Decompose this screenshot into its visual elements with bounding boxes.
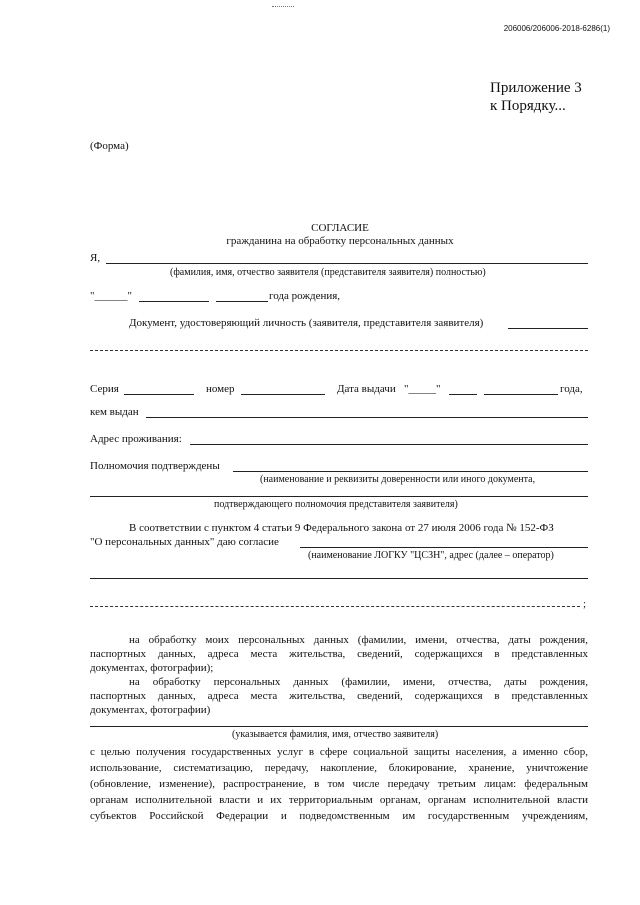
authority-hint-1: (наименование и реквизиты доверенности или иного документа, (260, 474, 536, 485)
identity-document-field[interactable] (508, 328, 588, 329)
form-label: (Форма) (90, 140, 129, 152)
issued-by-field[interactable] (146, 417, 588, 418)
applicant-name-field[interactable] (106, 263, 588, 264)
document-subtitle: гражданина на обработку персональных данных (226, 235, 454, 247)
ya-label: Я, (90, 252, 101, 264)
authority-hint-2: подтверждающего полномочия представителя заявителя) (214, 499, 458, 510)
law-reference-line-1: В соответствии с пунктом 4 статьи 9 Федерального закона от 27 июля 2006 года № 152-ФЗ (129, 522, 554, 534)
consent-own-line-1: на обработку моих персональных данных (фамилии, имени, отчества, даты рождения, (129, 634, 588, 646)
authority-label: Полномочия подтверждены (90, 460, 220, 472)
purpose-line-1: с целью получения государственных услуг в сфере социальной защиты населения, а именно сбор, (90, 746, 588, 758)
issue-day-field[interactable]: "_____" (404, 383, 441, 395)
consent-own-line-2: паспортных данных, адреса места жительства, сведений, содержащихся в представленных (90, 648, 588, 660)
series-label: Серия (90, 383, 119, 395)
law-reference-line-2: "О персональных данных" даю согласие (90, 536, 279, 548)
authority-field[interactable] (233, 471, 588, 472)
operator-field[interactable] (300, 547, 588, 548)
birth-year-field[interactable] (216, 301, 268, 302)
series-field[interactable] (124, 394, 194, 395)
issue-month-field[interactable] (449, 394, 477, 395)
purpose-line-3: (обновление, изменение), распространение, в том числе передачу третьим лицам: федеральным (90, 778, 588, 790)
birth-year-label: года рождения, (269, 290, 341, 302)
birth-day-field[interactable]: "______" (90, 290, 132, 302)
consent-other-line-1: на обработку персональных данных (фамилии, имени, отчества, даты рождения, (129, 676, 588, 688)
annex-line-1: Приложение 3 (490, 80, 582, 96)
birth-month-field[interactable] (139, 301, 209, 302)
represented-name-hint: (указывается фамилия, имя, отчество заявителя) (232, 729, 439, 740)
document-id: 206006/206006-2018-6286(1) (503, 24, 610, 33)
operator-hint: (наименование ЛОГКУ "ЦСЗН", адрес (далее – оператор) (308, 550, 554, 561)
purpose-line-4: органам исполнительной власти и их территориальным органам, органам исполнительной власти (90, 794, 588, 806)
issue-year-field[interactable] (484, 394, 558, 395)
consent-own-line-3: документах, фотографии); (90, 662, 214, 674)
identity-document-label: Документ, удостоверяющий личность (заявителя, представителя заявителя) (129, 317, 484, 329)
operator-field-3[interactable] (90, 606, 580, 607)
address-label: Адрес проживания: (90, 433, 182, 445)
number-label: номер (206, 383, 235, 395)
annex-line-2: к Порядку... (490, 98, 566, 114)
operator-field-2[interactable] (90, 578, 588, 579)
issued-by-label: кем выдан (90, 406, 139, 418)
number-field[interactable] (241, 394, 325, 395)
applicant-name-hint: (фамилия, имя, отчество заявителя (представителя заявителя) полностью) (170, 267, 486, 278)
address-field[interactable] (190, 444, 588, 445)
operator-end-mark: ; (583, 598, 587, 610)
identity-document-field-2[interactable] (90, 350, 588, 351)
consent-other-line-3: документах, фотографии) (90, 704, 211, 716)
purpose-line-2: использование, систематизацию, передачу, накопление, блокирование, хранение, уничтожение (90, 762, 588, 774)
purpose-line-5: субъектов Российской Федерации и подведомственным им государственным учреждениям, (90, 810, 588, 822)
top-scan-mark (272, 6, 294, 7)
represented-name-field[interactable] (90, 726, 588, 727)
issue-year-label: года, (560, 383, 583, 395)
issue-date-label: Дата выдачи (337, 383, 396, 395)
authority-field-2[interactable] (90, 496, 588, 497)
document-title: СОГЛАСИЕ (311, 222, 369, 234)
consent-other-line-2: паспортных данных, адреса места жительства, сведений, содержащихся в представленных (90, 690, 588, 702)
